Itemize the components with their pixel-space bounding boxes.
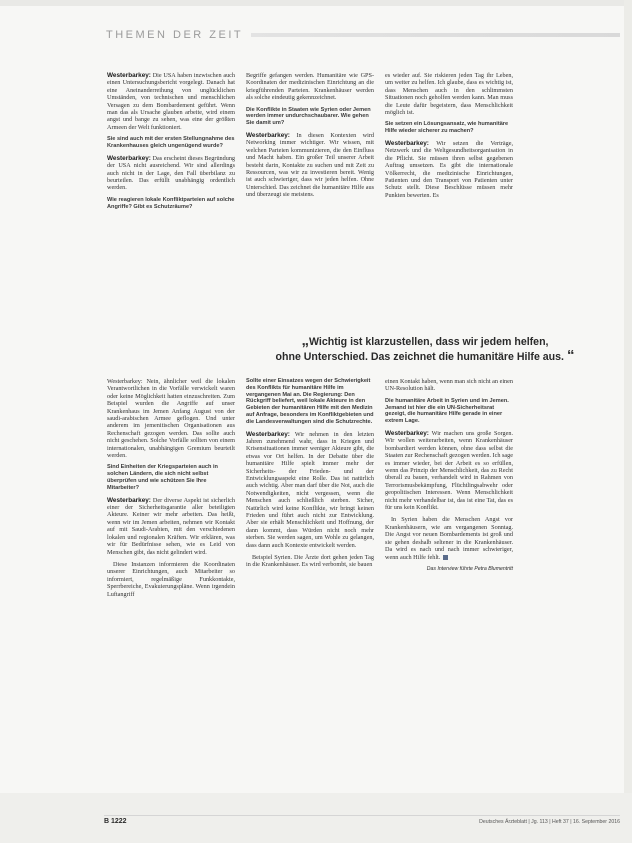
question-paragraph: Sie sind auch mit der ersten Stellungnahme des Krankenhauses gleich ungenügend wurde? — [107, 136, 235, 150]
answer-paragraph — [385, 140, 513, 199]
column-3-bottom — [385, 378, 513, 573]
speaker-label: Westerbarkey: — [107, 72, 151, 79]
page-footer — [104, 815, 620, 825]
speaker-label: Westerbarkey: — [246, 430, 290, 438]
open-quote-mark: „ — [301, 332, 309, 349]
close-quote-mark: “ — [566, 347, 575, 364]
question-paragraph: Sind Einheiten der Kriegsparteien auch in solchen Ländern, die sich nicht selbst überprüfen und wie schützen Sie Ihre Mitarbeiter? — [107, 464, 218, 491]
answer-text: Das erscheint dieses Begründung der USA nicht ausreichend. Wir sind allerdings auch nicht in der Lage, den Fall überbilanz zu beurteilen. Das erfüllt unabhängig ordentlich werden. — [107, 154, 236, 192]
question-paragraph: Die humanitäre Arbeit in Syrien und im Jemen. Jemand ist hier die ein UN-Sicherheitsrat gezeigt, die humanitäre Hilfe gerade in einer extrem Lage. — [385, 397, 509, 425]
body-paragraph: es wieder auf. Sie riskieren jeden Tag ihr Leben, um weiter zu helfen. Ich glaube, dass es wichtig ist, dass Menschen auch in den schlimmsten Situationen noch geholfen werden kann. Man muss die Leute dafür begeistern, dass Menschlichkeit möglich ist. — [385, 72, 513, 117]
column-2-top — [246, 72, 374, 204]
column-2-bottom — [246, 378, 374, 574]
answer-text: Wir setzen die Verträge, Netzwerk und die Weltgesundheitsorganisation in die Pflicht. Sie müssen ihren selbst gegebenen Auftrag umsetzen. Es gibt die internationale Völkerrecht, die medizinische Einrichtungen, Patienten und den Transport von Patienten unter Schutz stellt. Diese Beschlüsse müssen mehr Punkten bewerten. Es — [385, 140, 514, 199]
page-header — [104, 22, 620, 48]
answer-paragraph — [385, 430, 513, 511]
answer-paragraph — [107, 155, 235, 192]
speaker-label: Westerbarkey: — [385, 430, 429, 437]
answer-paragraph — [246, 431, 374, 550]
page-number: B 1222 — [104, 818, 127, 825]
answer-text: In diesen Kontexten wird Networking immer wichtiger. Wir wissen, mit welchen Parteien kommunizieren, die den Einfluss und Macht haben. Ein großer Teil unserer Arbeit besteht darin, Kontakte zu suchen und mit Zeit zu Ressourcen, was wir zu investieren bereit. Wenig ist auch schwieriger, dass wir jeden helfen. Ohne Unterschied. Das zeichnet die humanitäre Hilfe aus und überzeugt sie meistens. — [246, 132, 375, 199]
speaker-label: Westerbarkey: — [107, 496, 151, 504]
body-paragraph: Begriffe gefangen werden. Humanitäre wie GPS-Koordinaten der medizinischen Einrichtung an die kriegführenden Parteien. Krankenhäuser werden als solche eindeutig gekennzeichnet. — [246, 72, 374, 102]
pull-quote — [235, 334, 615, 364]
speaker-label: Westerbarkey: — [385, 140, 429, 148]
answer-text: Wir machen uns große Sorgen. Wir wollen weiterarbeiten, wenn Krankenhäuser bombardiert werden können, ohne dass selbst die Staaten zur Rechenschaft gezogen werden. Ich sage es immer wieder, bei der Arbeit es so erfüllen, wenn das Prinzip der Menschlichkeit, das zu Recht überall zu bauen, verhandelt wird in Rahmen von Terrorismusbekämpfung, Flüchtlingsabwehr oder geopolitischen Interessen. Wenn Menschlichkeit nicht mehr verhandelbar ist, das ist eine Tat, das es für uns kein Konflikt. — [385, 430, 513, 512]
question-paragraph: Wie reagieren lokale Konfliktparteien auf solche Angriffe? Gibt es Schutzräume? — [107, 196, 235, 210]
body-paragraph: Westerbarkey: Nein, ähnlicher weil die lokalen Verantwortlichen in die Vorfälle verwickelt waren oder keine Möglichkeit hatten einzuschreiten. Zum Beispiel wurden die Angriffe auf unser Krankenhaus im Jemen Anfang August von der saudi-arabischen Armee geflogen. Und unter anderem im jemenitischen Organisationen aus Rechenschaft gezogen werden. Das sollte auch nicht geschehen. Solche Vorfälle sollten von einem internationalen, unabhängigen Gremium beurteilt werden. — [107, 378, 235, 460]
answer-text: Wir nehmen in den letzten Jahren zunehmend wahr, dass in Kriegen und Krisensituationen immer weniger Akteure gibt, die etwas vor Ort helfen. In der Debatte über die humanitäre Hilfe spielt immer mehr der Sicherheits- der Frieden- und der Entwicklungsaspekt eine Rolle. Das ist natürlich auch wichtig. Aber man darf über die Not, auch die Notwendigkeiten, nicht vergessen, wenn die Menschen auch schließlich sterben. Sicher, Natürlich wird keine Konflikte, wir bringt keinen Frieden und führt auch nicht zur Entwicklung. Aber sie erhält Menschlichkeit und Hoffnung, der dann kommt, dass Würden nicht noch mehr sterben. Sie werden sagen, um Wohle zu gelangen, dass dann auch Kontexte entwickelt werden. — [246, 430, 374, 549]
body-paragraph — [385, 516, 513, 560]
column-1-top — [107, 72, 235, 215]
answer-paragraph — [107, 497, 235, 556]
column-3-top — [385, 72, 513, 204]
speaker-label: Westerbarkey: — [246, 132, 290, 140]
scan-edge-top — [0, 0, 632, 6]
speaker-label: Westerbarkey: — [107, 154, 151, 162]
pull-quote-line-1: Wichtig ist klarzustellen, dass wir jedem helfen, — [308, 336, 549, 348]
question-paragraph: Sollte einer Einsatzes wegen der Schwierigkeit des Konflikts für humanitäre Hilfe im vergangenen Mai an. Die Regierung: Den Rückgriff beliefert, weil lokale Akteure in den Gebieten der humanitären Hilfe mit den Medizin auf Anfrage, besonders im Konfliktgebieten und die Landesverwaltungen sind die Schutzrechte. — [246, 378, 374, 425]
scan-edge-right — [624, 0, 632, 843]
answer-text: Die USA haben inzwischen auch einen Untersuchungsbericht vorgelegt. Danach hat eine Aneinanderreihung von unglücklichen Umständen, von technischen und menschlichen Versagen zu dem Bombardement geführt. Wenn man das als Ursache glauben arbeite, wird einem angst und bange zu sehen, was eine der größten Armeen der Welt funktioniert. — [107, 72, 235, 131]
body-paragraph: Beispiel Syrien. Die Ärzte dort gehen jeden Tag in die Krankenhäuser. Es wird verbombt, sie bauen — [246, 554, 374, 569]
pull-quote-line-2: ohne Unterschied. Das zeichnet die humanitäre Hilfe aus. — [275, 351, 564, 363]
end-of-article-icon — [443, 555, 448, 560]
question-paragraph: Sie setzen ein Lösungsansatz, wie humanitäre Hilfe wieder sicherer zu machen? — [385, 121, 509, 135]
section-title: THEMEN DER ZEIT — [106, 29, 244, 41]
answer-paragraph — [107, 72, 235, 131]
answer-text: Der diverse Aspekt ist sicherlich einer der Sicherheitsgarantie aller beteiligten Akteure. Keiner wir mehr arbeiten. Das heißt, wenn wir im Jemen arbeiten, nehmen wir Kontakt auf mit Saudi-Arabien, mit den verschiedenen lokalen und regionalen Kräften. Wir erklären, was wir für Bedürfnisse sehen, wie es Leid von Menschen gibt, das nicht gelindert wird. — [107, 496, 235, 556]
body-paragraph: einen Kontakt haben, wenn man sich nicht an einen UN-Resolution hält. — [385, 378, 513, 393]
question-paragraph: Die Konflikte in Staaten wie Syrien oder Jemen werden immer undurchschaubarer. Wie gehen Sie damit um? — [246, 106, 371, 127]
column-1-bottom — [107, 378, 235, 603]
body-paragraph: Diese Instanzen informieren die Koordinaten unserer Einrichtungen, auch Mitarbeiter so informiert, regelmäßige Funkkontakte, Sperrbereiche, Evakuierungspläne. Wenn irgendein Luftangriff — [107, 560, 235, 598]
header-rule — [251, 33, 620, 37]
journal-citation: Deutsches Ärzteblatt | Jg. 113 | Heft 37 | 16. September 2016 — [479, 818, 620, 825]
closing-text: In Syrien haben die Menschen Angst vor Krankenhäusern, wie am vergangenen Sonntag. Die Angst vor neuen Bombardements ist groß und sie gehen deshalb seltener in die Krankenhäuser. Da wird es nach und nach immer schwieriger, wenn auch Hilfe fehlt. — [385, 516, 513, 561]
interview-credit: Das Interview führte Petra Blumentritt — [426, 565, 513, 572]
answer-paragraph — [246, 132, 374, 199]
